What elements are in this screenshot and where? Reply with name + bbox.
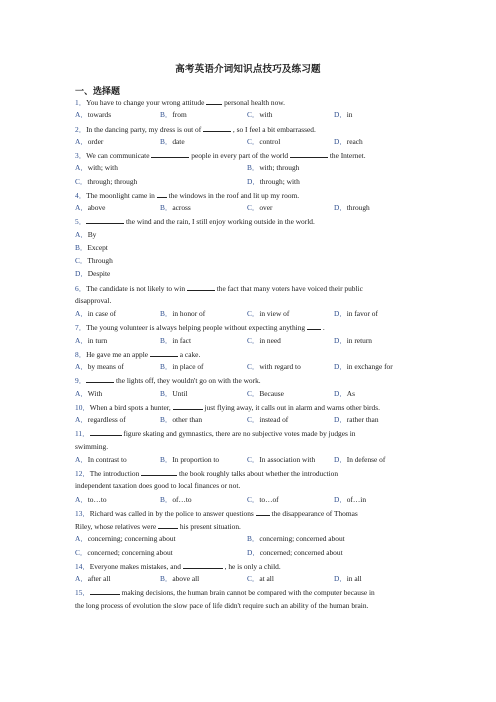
option-letter: D． — [334, 574, 347, 583]
option-b[interactable] — [160, 574, 199, 584]
question-number: 8． — [75, 349, 87, 359]
option-letter: C． — [75, 176, 88, 186]
option-text: Until — [172, 388, 188, 398]
option-letter: D． — [334, 454, 347, 464]
option-a[interactable] — [75, 110, 111, 120]
question-stem — [75, 124, 316, 135]
option-b[interactable] — [160, 137, 185, 147]
option-letter: A． — [75, 494, 88, 504]
question-stem-continued — [75, 601, 368, 611]
option-a[interactable] — [75, 203, 105, 213]
question-text: . — [322, 323, 325, 333]
question-number: 12． — [75, 469, 90, 478]
option-letter: B． — [247, 163, 260, 173]
option-d[interactable] — [334, 336, 372, 346]
option-letter: A． — [75, 574, 88, 583]
question-text: In the dancing party, my dress is out of — [86, 124, 202, 134]
option-d[interactable] — [75, 269, 110, 279]
option-b[interactable] — [247, 163, 299, 173]
question-stem — [75, 587, 375, 598]
question-stem — [75, 283, 363, 294]
question-number: 15． — [75, 588, 90, 598]
question-text: making decisions, the human brain cannot be compared with the computer because in — [121, 588, 375, 598]
option-letter: D． — [334, 388, 347, 398]
option-text: concerned; concerned about — [259, 547, 343, 557]
option-a[interactable] — [75, 389, 102, 399]
option-b[interactable] — [160, 336, 191, 346]
option-a[interactable] — [75, 137, 103, 147]
option-letter: C． — [247, 388, 260, 398]
question-text: Richard was called in by the police to answer questions — [89, 508, 254, 518]
question-stem — [75, 375, 261, 386]
question-stem — [75, 150, 366, 161]
answer-blank — [141, 468, 177, 476]
question-number: 5． — [75, 217, 87, 227]
option-text: concerned; concerning about — [87, 547, 173, 557]
question-text: The moonlight came in — [86, 190, 155, 200]
option-text: in honor of — [172, 309, 206, 318]
option-c[interactable] — [247, 574, 274, 584]
option-d[interactable] — [334, 137, 363, 147]
option-text: In proportion to — [172, 454, 220, 464]
answer-blank — [187, 283, 215, 291]
option-letter: D． — [75, 269, 88, 279]
option-a[interactable] — [75, 534, 176, 544]
question-number: 9． — [75, 376, 87, 386]
option-text: by means of — [87, 362, 124, 371]
option-text: to…to — [87, 494, 107, 504]
option-letter: A． — [75, 388, 88, 398]
question-text: disapproval. — [75, 295, 112, 305]
question-stem — [75, 216, 315, 227]
answer-blank — [90, 587, 120, 595]
option-b[interactable] — [160, 389, 188, 399]
option-letter: C． — [247, 415, 260, 424]
option-text: with regard to — [259, 362, 301, 371]
option-letter: C． — [247, 203, 260, 212]
option-d[interactable] — [247, 548, 343, 558]
question-text: The introduction — [89, 469, 140, 478]
option-d[interactable] — [334, 309, 378, 319]
answer-blank — [86, 216, 124, 224]
question-text: swimming. — [75, 441, 109, 451]
question-number: 7． — [75, 323, 87, 333]
question-stem — [75, 97, 285, 108]
option-d[interactable] — [334, 455, 385, 465]
option-c[interactable] — [247, 455, 315, 465]
option-text: in exchange for — [346, 362, 393, 371]
option-text: across — [172, 203, 191, 212]
option-text: through — [346, 203, 370, 212]
question-text: personal health now. — [224, 98, 285, 107]
question-stem-continued — [75, 521, 241, 532]
option-text: rather than — [346, 415, 379, 424]
option-letter: A． — [75, 415, 88, 424]
option-text: control — [259, 136, 281, 146]
option-b[interactable] — [160, 309, 205, 319]
option-text: in turn — [87, 335, 108, 345]
option-c[interactable] — [247, 309, 289, 319]
question-stem — [75, 190, 299, 201]
option-text: order — [87, 136, 104, 146]
option-c[interactable] — [75, 177, 137, 187]
option-text: concerning; concerning about — [87, 534, 176, 544]
option-c[interactable] — [247, 362, 301, 372]
question-stem — [75, 468, 338, 479]
option-letter: C． — [247, 309, 260, 318]
option-text: in fact — [172, 335, 191, 345]
answer-blank — [203, 124, 231, 132]
option-c[interactable] — [247, 137, 280, 147]
option-d[interactable] — [334, 574, 362, 584]
option-letter: B． — [160, 335, 173, 345]
option-a[interactable] — [75, 336, 107, 346]
answer-blank — [307, 322, 321, 330]
section-heading: 一、选择题 — [75, 86, 121, 96]
option-letter: A． — [75, 203, 88, 212]
option-letter: B． — [160, 203, 173, 212]
option-text: date — [172, 136, 185, 146]
option-text: in place of — [172, 362, 204, 371]
option-text: with — [259, 110, 273, 120]
option-letter: B． — [160, 494, 173, 504]
question-stem — [75, 561, 281, 572]
option-b[interactable] — [75, 243, 108, 253]
question-text: figure skating and gymnastics, there are no subjective votes made by judges in — [123, 429, 356, 439]
answer-blank — [151, 150, 189, 158]
answer-blank — [157, 190, 167, 198]
answer-blank — [86, 375, 114, 383]
option-text: With — [87, 388, 103, 398]
option-text: Despite — [87, 269, 111, 279]
answer-blank — [150, 349, 178, 357]
option-d[interactable] — [247, 177, 300, 187]
answer-blank — [183, 561, 223, 569]
option-text: above all — [172, 574, 200, 583]
question-text: the fact that many voters have voiced their public — [216, 283, 363, 293]
question-text: He gave me an apple — [86, 349, 149, 359]
question-text: the windows in the roof and lit up my room. — [168, 190, 300, 200]
option-text: in — [346, 110, 353, 120]
answer-blank — [90, 428, 122, 436]
option-text: through; with — [259, 176, 300, 186]
option-letter: A． — [75, 454, 88, 464]
option-a[interactable] — [75, 415, 126, 425]
option-text: reach — [346, 136, 363, 146]
option-b[interactable] — [160, 455, 219, 465]
option-letter: C． — [247, 494, 260, 504]
option-d[interactable] — [334, 110, 352, 120]
option-text: in view of — [259, 309, 290, 318]
option-letter: B． — [75, 242, 88, 252]
option-letter: D． — [334, 309, 347, 318]
option-letter: B． — [160, 110, 173, 120]
question-stem — [75, 428, 356, 439]
option-letter: D． — [334, 335, 347, 345]
option-letter: B． — [160, 454, 173, 464]
question-text: We can communicate — [86, 151, 150, 160]
answer-blank — [290, 150, 328, 158]
question-number: 14． — [75, 561, 90, 571]
option-a[interactable] — [75, 495, 107, 505]
option-a[interactable] — [75, 163, 118, 173]
option-a[interactable] — [75, 230, 96, 240]
option-text: of…to — [172, 494, 192, 504]
option-c[interactable] — [247, 110, 272, 120]
option-text: of…in — [346, 494, 367, 504]
option-letter: B． — [160, 362, 173, 371]
option-text: Because — [259, 388, 284, 398]
question-number: 1． — [75, 98, 87, 107]
question-text: When a bird spots a hunter, — [89, 402, 171, 412]
option-text: Except — [87, 242, 108, 252]
option-letter: A． — [75, 335, 88, 345]
option-b[interactable] — [160, 415, 202, 425]
question-text: his present situation. — [179, 522, 241, 531]
option-c[interactable] — [247, 495, 279, 505]
option-text: other than — [172, 415, 203, 424]
option-text: In association with — [259, 454, 316, 464]
option-b[interactable] — [160, 203, 191, 213]
option-letter: C． — [247, 110, 260, 120]
question-text: , so I feel a bit embarrassed. — [232, 124, 316, 134]
option-c[interactable] — [247, 203, 272, 213]
option-text: As — [346, 388, 355, 398]
option-text: in all — [346, 574, 362, 583]
question-text: Everyone makes mistakes, and — [89, 561, 181, 571]
option-letter: D． — [334, 203, 347, 212]
question-stem-continued — [75, 442, 108, 452]
answer-blank — [173, 402, 203, 410]
option-letter: C． — [247, 454, 260, 464]
option-text: to…of — [259, 494, 279, 504]
option-letter: B． — [160, 309, 173, 318]
question-stem — [75, 322, 325, 333]
question-number: 10． — [75, 402, 90, 412]
option-c[interactable] — [75, 548, 173, 558]
question-number: 13． — [75, 508, 90, 518]
option-text: in need — [259, 335, 281, 345]
option-text: in favor of — [346, 309, 378, 318]
question-stem — [75, 349, 200, 360]
answer-blank — [158, 521, 178, 529]
question-text: independent taxation does good to local finances or not. — [75, 481, 241, 491]
option-a[interactable] — [75, 309, 116, 319]
option-letter: C． — [247, 362, 260, 371]
question-text: You have to change your wrong attitude — [86, 98, 205, 107]
option-letter: C． — [247, 574, 260, 583]
option-letter: C． — [75, 256, 88, 265]
option-a[interactable] — [75, 574, 111, 584]
option-text: In contrast to — [87, 454, 127, 464]
option-letter: A． — [75, 534, 88, 544]
option-text: in case of — [87, 309, 117, 318]
option-letter: D． — [334, 415, 347, 424]
option-text: above — [87, 203, 106, 212]
option-letter: D． — [334, 494, 347, 504]
question-text: the book roughly talks about whether the introduction — [178, 469, 339, 478]
question-number: 3． — [75, 151, 87, 160]
option-letter: D． — [334, 362, 347, 371]
option-letter: D． — [334, 136, 347, 146]
option-text: regardless of — [87, 415, 126, 424]
option-a[interactable] — [75, 362, 124, 372]
option-letter: C． — [247, 335, 260, 345]
option-d[interactable] — [334, 362, 393, 372]
option-letter: C． — [75, 547, 88, 557]
option-letter: A． — [75, 163, 88, 173]
option-letter: C． — [247, 136, 260, 146]
option-text: concerning; concerned about — [259, 534, 345, 544]
question-stem-continued — [75, 481, 240, 491]
question-text: a cake. — [179, 349, 201, 359]
option-letter: D． — [247, 176, 260, 186]
option-text: In defense of — [346, 454, 386, 464]
question-text: the disappearance of Thomas — [271, 508, 358, 518]
question-text: The young volunteer is always helping people without expecting anything — [86, 323, 306, 333]
question-number: 4． — [75, 190, 87, 200]
option-text: towards — [87, 110, 112, 120]
question-text: people in every part of the world — [191, 151, 289, 160]
option-text: at all — [259, 574, 274, 583]
option-text: in return — [346, 335, 372, 345]
option-c[interactable] — [247, 336, 281, 346]
question-text: the Internet. — [329, 151, 366, 160]
question-number: 6． — [75, 283, 87, 293]
option-d[interactable] — [334, 415, 379, 425]
option-text: after all — [87, 574, 111, 583]
option-letter: B． — [160, 136, 173, 146]
option-text: from — [172, 110, 187, 120]
option-text: through; through — [87, 176, 138, 186]
option-d[interactable] — [334, 495, 366, 505]
answer-blank — [206, 97, 222, 105]
option-text: over — [259, 203, 273, 212]
question-stem — [75, 508, 358, 519]
option-c[interactable] — [75, 256, 113, 266]
option-b[interactable] — [247, 534, 345, 544]
option-letter: A． — [75, 362, 88, 371]
question-number: 2． — [75, 124, 87, 134]
option-letter: A． — [75, 229, 88, 239]
option-letter: B． — [160, 574, 173, 583]
question-text: The candidate is not likely to win — [86, 283, 186, 293]
page-title: 高考英语介词知识点技巧及练习题 — [175, 65, 321, 75]
option-d[interactable] — [334, 389, 355, 399]
question-text: just flying away, it calls out in alarm and warns other birds. — [204, 402, 380, 412]
option-letter: A． — [75, 136, 88, 146]
question-text: the wind and the rain, I still enjoy working outside in the world. — [125, 217, 315, 227]
option-b[interactable] — [160, 110, 187, 120]
option-letter: B． — [247, 534, 260, 544]
answer-blank — [256, 508, 270, 516]
question-stem — [75, 402, 380, 413]
option-c[interactable] — [247, 415, 288, 425]
question-text: the lights off, they wouldn't go on with the work. — [115, 376, 261, 386]
option-b[interactable] — [160, 495, 192, 505]
option-d[interactable] — [334, 203, 370, 213]
question-text: Riley, whose relatives were — [75, 522, 157, 531]
question-stem-continued — [75, 296, 111, 306]
option-b[interactable] — [160, 362, 204, 372]
option-text: Through — [87, 256, 113, 265]
option-c[interactable] — [247, 389, 284, 399]
option-text: instead of — [259, 415, 289, 424]
option-text: with; with — [87, 163, 118, 173]
option-text: By — [87, 229, 97, 239]
option-letter: B． — [160, 388, 173, 398]
question-number: 11． — [75, 429, 90, 439]
option-letter: A． — [75, 110, 88, 120]
option-text: with; through — [259, 163, 300, 173]
option-letter: D． — [247, 547, 260, 557]
option-letter: D． — [334, 110, 347, 120]
question-text: , he is only a child. — [224, 561, 281, 571]
question-text: the long process of evolution the slow pace of life didn't require such an ability of the human brain. — [75, 600, 369, 610]
option-letter: A． — [75, 309, 88, 318]
option-letter: B． — [160, 415, 173, 424]
option-a[interactable] — [75, 455, 127, 465]
